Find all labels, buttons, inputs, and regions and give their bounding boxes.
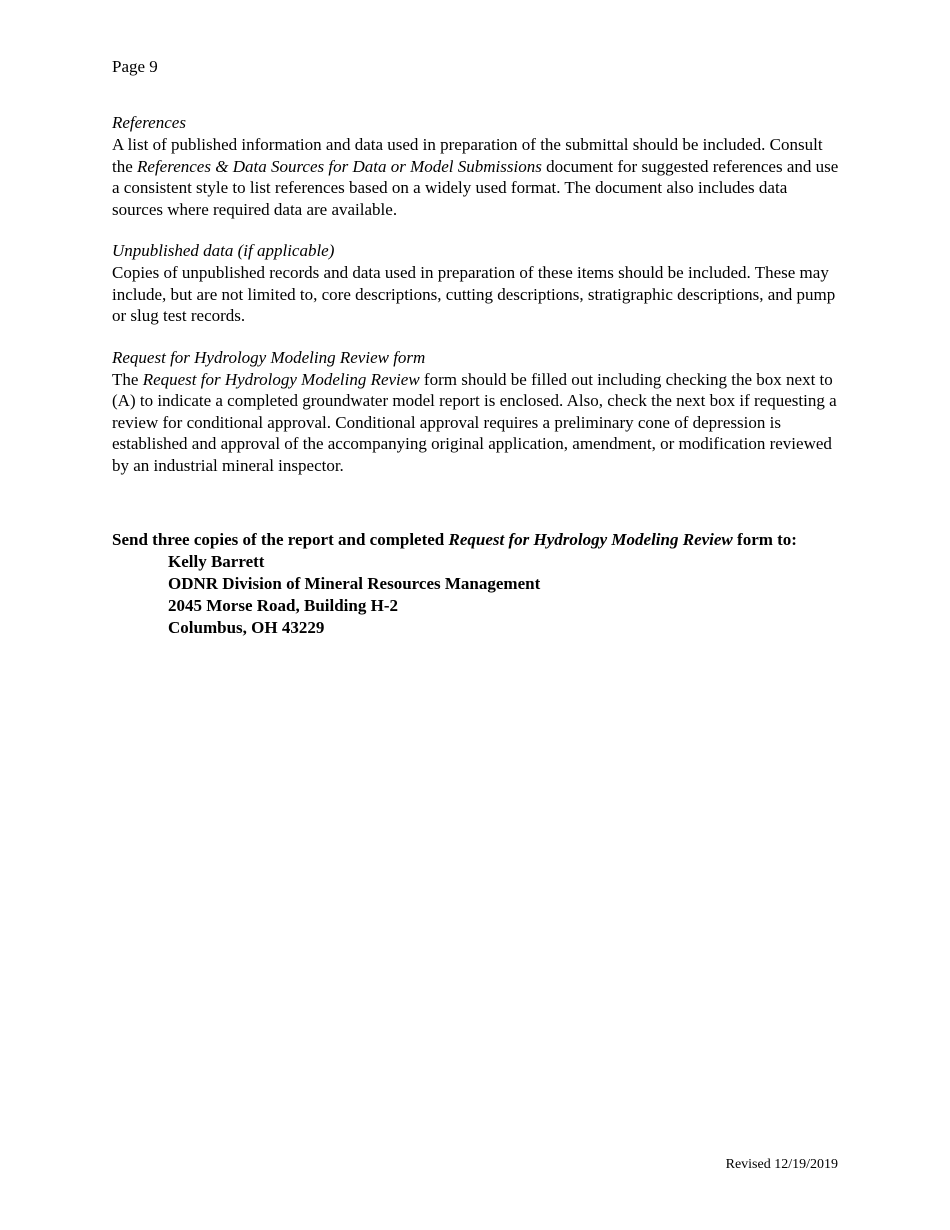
address-name: Kelly Barrett bbox=[168, 552, 265, 571]
paragraph-request-form bbox=[112, 369, 842, 477]
address-street: 2045 Morse Road, Building H-2 bbox=[168, 596, 398, 615]
section-heading-references: References bbox=[112, 113, 186, 132]
document-page bbox=[112, 56, 842, 639]
send-form-title: Request for Hydrology Modeling Review bbox=[448, 530, 733, 549]
section-request-form bbox=[112, 347, 842, 477]
mailing-address bbox=[168, 551, 842, 639]
page-number: Page 9 bbox=[112, 57, 158, 76]
send-instruction-line bbox=[112, 529, 842, 551]
address-organization: ODNR Division of Mineral Resources Management bbox=[168, 574, 541, 593]
send-text-1: Send three copies of the report and completed bbox=[112, 530, 449, 549]
section-heading-request-form: Request for Hydrology Modeling Review form bbox=[112, 347, 426, 367]
section-references bbox=[112, 112, 842, 220]
references-document-title: References & Data Sources for Data or Model Submissions bbox=[137, 156, 542, 176]
request-form-text-2: form should be filled out including checking the box next to (A) to indicate a completed groundwater model report is enclosed. Also, check the next box if requesting a review for conditional approval. Conditional approval requires a preliminary cone of depression is established and approval of the accompanying original application, amendment, or modification reviewed by an industrial mineral inspector. bbox=[112, 369, 837, 475]
references-text-1: A list of published information and data used in preparation of the submittal should be included. Consult the bbox=[112, 135, 823, 176]
paragraph-unpublished-data: Copies of unpublished records and data used in preparation of these items should be included. These may include, but are not limited to, core descriptions, cutting descriptions, stratigraphic descriptions, and pump or slug test records. bbox=[112, 263, 836, 325]
send-instructions bbox=[112, 529, 842, 639]
section-heading-unpublished-data: Unpublished data (if applicable) bbox=[112, 241, 335, 260]
address-city: Columbus, OH 43229 bbox=[168, 618, 325, 637]
references-text-2: document for suggested references and use a consistent style to list references based on a widely used format. The document also includes data sources where required data are available. bbox=[112, 156, 839, 219]
revision-date: Revised 12/19/2019 bbox=[725, 1157, 838, 1172]
send-text-2: form to: bbox=[732, 530, 797, 549]
paragraph-references bbox=[112, 134, 842, 220]
request-form-text-1: The bbox=[112, 369, 143, 389]
section-unpublished-data bbox=[112, 240, 842, 327]
request-form-title: Request for Hydrology Modeling Review bbox=[142, 369, 420, 389]
